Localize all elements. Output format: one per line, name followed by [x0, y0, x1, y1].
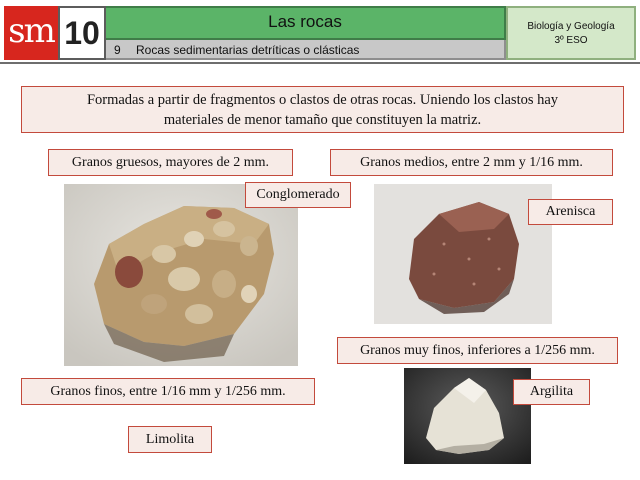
coarse-grain-label: Granos gruesos, mayores de 2 mm.	[48, 149, 293, 176]
slide-title: Las rocas	[268, 12, 342, 31]
conglomerate-rock-icon	[64, 184, 298, 366]
subject-name: Biología y Geología	[527, 21, 615, 32]
sandstone-label: Arenisca	[528, 199, 613, 225]
title-bar	[106, 6, 506, 40]
claystone-image	[404, 368, 531, 464]
fine-grain-label: Granos finos, entre 1/16 mm y 1/256 mm.	[21, 378, 315, 405]
sandstone-rock-icon	[374, 184, 552, 324]
course-level: 3º ESO	[554, 35, 588, 46]
claystone-rock-icon	[404, 368, 531, 464]
claystone-label: Argilita	[513, 379, 590, 405]
conglomerate-image	[64, 184, 298, 366]
intro-line-1: Formadas a partir de fragmentos o clastos de otras rocas. Uniendo los clastos hay	[86, 92, 559, 108]
header-divider	[0, 62, 640, 64]
section-number: 9	[114, 43, 121, 57]
unit-number: 10	[58, 6, 106, 60]
medium-grain-label: Granos medios, entre 2 mm y 1/16 mm.	[330, 149, 613, 176]
sandstone-image	[374, 184, 552, 324]
section-bar	[106, 40, 506, 60]
intro-line-2: materiales de menor tamaño que constituyen la matriz.	[163, 112, 482, 128]
conglomerate-label: Conglomerado	[245, 182, 351, 208]
siltstone-label: Limolita	[128, 426, 212, 453]
section-title: Rocas sedimentarias detríticas o clásticas	[136, 43, 360, 57]
intro-box	[21, 86, 624, 133]
sm-logo: sm	[4, 6, 58, 60]
subject-box	[506, 6, 636, 60]
very-fine-grain-label: Granos muy finos, inferiores a 1/256 mm.	[337, 337, 618, 364]
